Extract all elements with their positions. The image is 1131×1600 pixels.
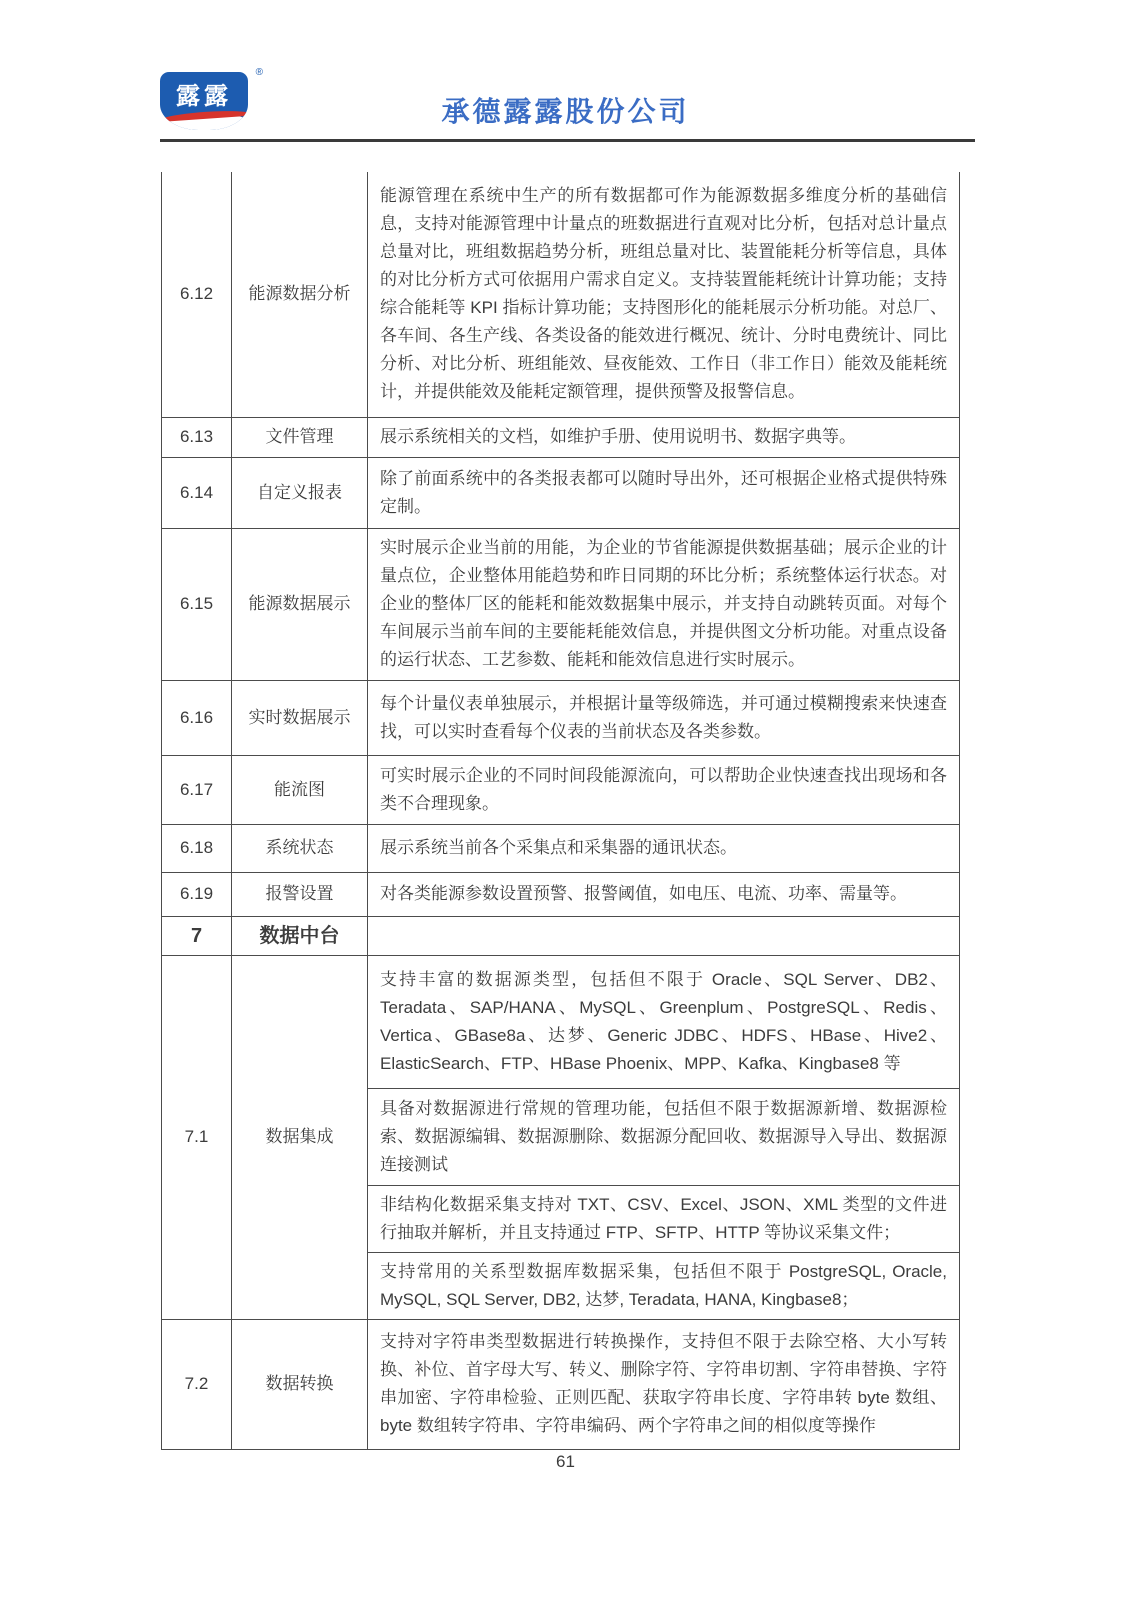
row-desc-cell: 展示系统当前各个采集点和采集器的通讯状态。	[368, 824, 960, 872]
header-rule	[160, 139, 975, 142]
row-name-cell: 能流图	[232, 755, 368, 824]
row-number-cell: 6.19	[162, 872, 232, 916]
row-desc-cell: 支持对字符串类型数据进行转换操作，支持但不限于去除空格、大小写转换、补位、首字母大写、转义、删除字符、字符串切割、字符串替换、字符串加密、字符串检验、正则匹配、获取字符串长度、字符串转 byte 数组、byte 数组转字符串、字符串编码、两个字符串之间的相似度等操作	[368, 1319, 960, 1449]
table-row	[162, 528, 960, 680]
features-table	[161, 172, 960, 1450]
row-desc-cell: 实时展示企业当前的用能，为企业的节省能源提供数据基础；展示企业的计量点位，企业整体用能趋势和昨日同期的环比分析；系统整体运行状态。对企业的整体厂区的能耗和能效数据集中展示，并支持自动跳转页面。对每个车间展示当前车间的主要能耗能效信息，并提供图文分析功能。对重点设备的运行状态、工艺参数、能耗和能效信息进行实时展示。	[368, 528, 960, 680]
lulu-logo-text: 露露	[176, 84, 232, 110]
row-name-cell: 能源数据展示	[232, 528, 368, 680]
row-desc-cell: 除了前面系统中的各类报表都可以随时导出外，还可根据企业格式提供特殊定制。	[368, 457, 960, 528]
row-name-cell: 数据转换	[232, 1319, 368, 1449]
row-desc-cell: 支持丰富的数据源类型，包括但不限于 Oracle、SQL Server、DB2、Teradata、SAP/HANA、MySQL、Greenplum、PostgreSQL、Redis、Vertica、GBase8a、达梦、Generic JDBC、HDFS、HBase、Hive2、ElasticSearch、FTP、HBase Phoenix、MPP、Kafka、Kingbase8 等	[368, 955, 960, 1088]
table-row	[162, 1319, 960, 1449]
row-desc-cell: 支持常用的关系型数据库数据采集，包括但不限于 PostgreSQL, Oracle, MySQL, SQL Server, DB2, 达梦, Teradata, HANA, Kingbase8；	[368, 1252, 960, 1319]
row-name-cell: 文件管理	[232, 417, 368, 457]
table-row	[162, 680, 960, 755]
table-row	[162, 417, 960, 457]
row-number-cell: 7.2	[162, 1319, 232, 1449]
table-section-row	[162, 916, 960, 955]
row-name-cell: 能源数据分析	[232, 172, 368, 417]
row-desc-cell: 可实时展示企业的不同时间段能源流向，可以帮助企业快速查找出现场和各类不合理现象。	[368, 755, 960, 824]
row-desc-cell: 具备对数据源进行常规的管理功能，包括但不限于数据源新增、数据源检索、数据源编辑、数据源删除、数据源分配回收、数据源导入导出、数据源连接测试	[368, 1088, 960, 1185]
table-row	[162, 872, 960, 916]
table-row	[162, 172, 960, 417]
table-row	[162, 457, 960, 528]
row-desc-cell: 能源管理在系统中生产的所有数据都可作为能源数据多维度分析的基础信息，支持对能源管理中计量点的班数据进行直观对比分析，包括对总计量点总量对比，班组数据趋势分析，班组总量对比、装置能耗分析等信息，具体的对比分析方式可依据用户需求自定义。支持装置能耗统计计算功能；支持综合能耗等 KPI 指标计算功能；支持图形化的能耗展示分析功能。对总厂、各车间、各生产线、各类设备的能效进行概况、统计、分时电费统计、同比分析、对比分析、班组能效、昼夜能效、工作日（非工作日）能效及能耗统计，并提供能效及能耗定额管理，提供预警及报警信息。	[368, 172, 960, 417]
section-desc-cell	[368, 916, 960, 955]
page-header	[0, 0, 1131, 160]
row-number-cell: 6.17	[162, 755, 232, 824]
row-number-cell: 6.15	[162, 528, 232, 680]
row-name-cell: 系统状态	[232, 824, 368, 872]
row-number-cell: 7.1	[162, 955, 232, 1319]
row-name-cell: 实时数据展示	[232, 680, 368, 755]
row-number-cell: 6.13	[162, 417, 232, 457]
row-number-cell: 6.18	[162, 824, 232, 872]
table-row	[162, 755, 960, 824]
row-number-cell: 6.12	[162, 172, 232, 417]
company-title: 承德露露股份公司	[441, 96, 690, 127]
registered-trademark-icon: ®	[255, 67, 263, 78]
row-name-cell: 报警设置	[232, 872, 368, 916]
table-row	[162, 955, 960, 1088]
section-name-cell: 数据中台	[232, 916, 368, 955]
row-number-cell: 6.16	[162, 680, 232, 755]
row-name-cell: 数据集成	[232, 955, 368, 1319]
row-desc-cell: 对各类能源参数设置预警、报警阈值，如电压、电流、功率、需量等。	[368, 872, 960, 916]
page-number: 61	[556, 1452, 575, 1471]
row-desc-cell: 展示系统相关的文档，如维护手册、使用说明书、数据字典等。	[368, 417, 960, 457]
row-name-cell: 自定义报表	[232, 457, 368, 528]
section-number-cell: 7	[162, 916, 232, 955]
row-desc-cell: 每个计量仪表单独展示，并根据计量等级筛选，并可通过模糊搜索来快速查找，可以实时查看每个仪表的当前状态及各类参数。	[368, 680, 960, 755]
row-number-cell: 6.14	[162, 457, 232, 528]
row-desc-cell: 非结构化数据采集支持对 TXT、CSV、Excel、JSON、XML 类型的文件进行抽取并解析，并且支持通过 FTP、SFTP、HTTP 等协议采集文件；	[368, 1185, 960, 1252]
table-row	[162, 824, 960, 872]
